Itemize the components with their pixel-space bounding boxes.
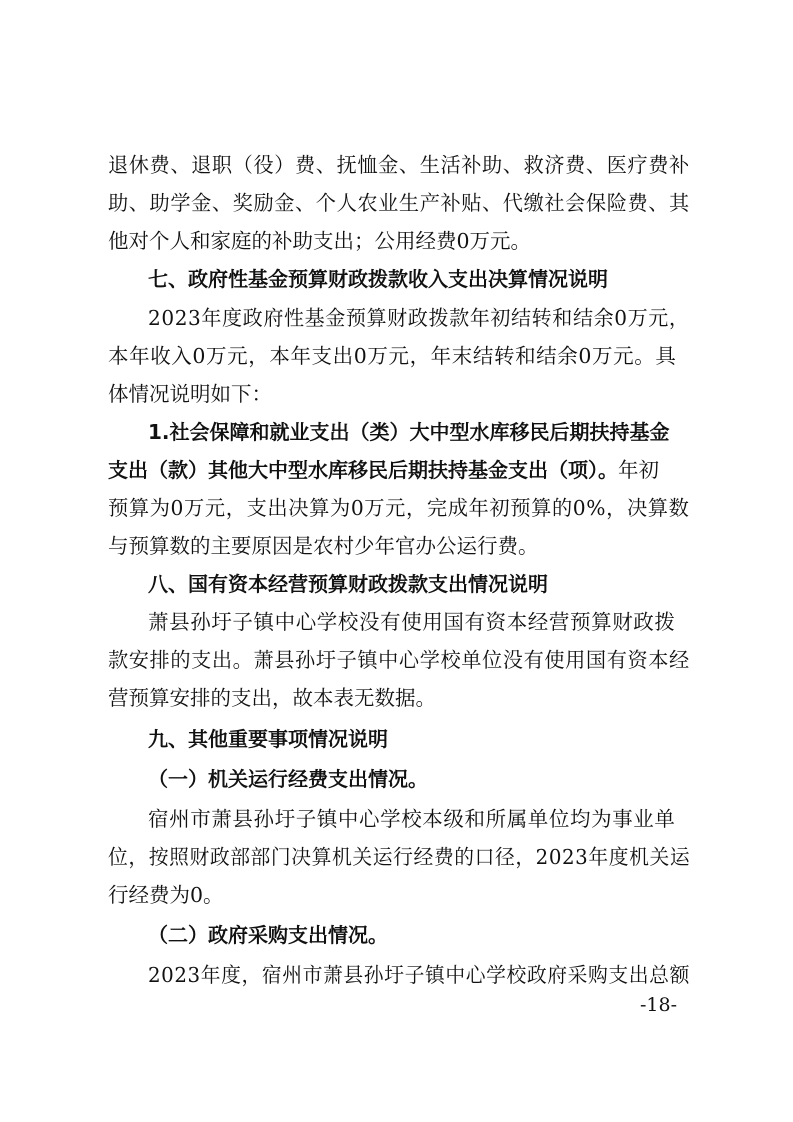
section-heading-7: 七、政府性基金预算财政拨款收入支出决算情况说明 (148, 267, 608, 291)
paragraph-line: 2023年度，宿州市萧县孙圩子镇中心学校政府采购支出总额 (148, 963, 690, 987)
item-text: 年初 (618, 458, 659, 482)
subsection-heading-9-2: （二）政府采购支出情况。 (148, 923, 388, 947)
paragraph-line: 退休费、退职（役）费、抚恤金、生活补助、救济费、医疗费补 (108, 153, 690, 177)
paragraph-line: 与预算数的主要原因是农村少年官办公运行费。 (108, 534, 539, 558)
paragraph-line: 行经费为0。 (108, 883, 224, 907)
item-heading-continued: 支出（款）其他大中型水库移民后期扶持基金支出（项）。 (108, 458, 618, 482)
paragraph-line: 体情况说明如下： (108, 382, 272, 406)
page-number: -18- (640, 994, 678, 1016)
item-line (108, 457, 659, 483)
paragraph-line: 萧县孙圩子镇中心学校没有使用国有资本经营预算财政拨 (148, 610, 676, 634)
section-heading-8: 八、国有资本经营预算财政拨款支出情况说明 (148, 572, 548, 596)
subsection-heading-9-1: （一）机关运行经费支出情况。 (148, 767, 428, 791)
paragraph-line: 2023年度政府性基金预算财政拨款年初结转和结余0万元， (148, 306, 690, 330)
paragraph-line: 本年收入0万元，本年支出0万元，年末结转和结余0万元。具 (108, 344, 677, 368)
paragraph-line: 宿州市萧县孙圩子镇中心学校本级和所属单位均为事业单 (148, 807, 676, 831)
item-heading-line: 1.社会保障和就业支出（类）大中型水库移民后期扶持基金 (148, 420, 670, 444)
paragraph-line: 营预算安排的支出，故本表无数据。 (108, 686, 436, 710)
paragraph-line: 预算为0万元，支出决算为0万元，完成年初预算的0%，决算数 (108, 496, 690, 520)
paragraph-line: 款安排的支出。萧县孙圩子镇中心学校单位没有使用国有资本经 (108, 648, 690, 672)
paragraph-line: 位，按照财政部部门决算机关运行经费的口径，2023年度机关运 (108, 845, 691, 869)
paragraph-line: 他对个人和家庭的补助支出；公用经费0万元。 (108, 229, 532, 253)
paragraph-line: 助、助学金、奖励金、个人农业生产补贴、代缴社会保险费、其 (108, 191, 690, 215)
section-heading-9: 九、其他重要事项情况说明 (148, 727, 388, 751)
